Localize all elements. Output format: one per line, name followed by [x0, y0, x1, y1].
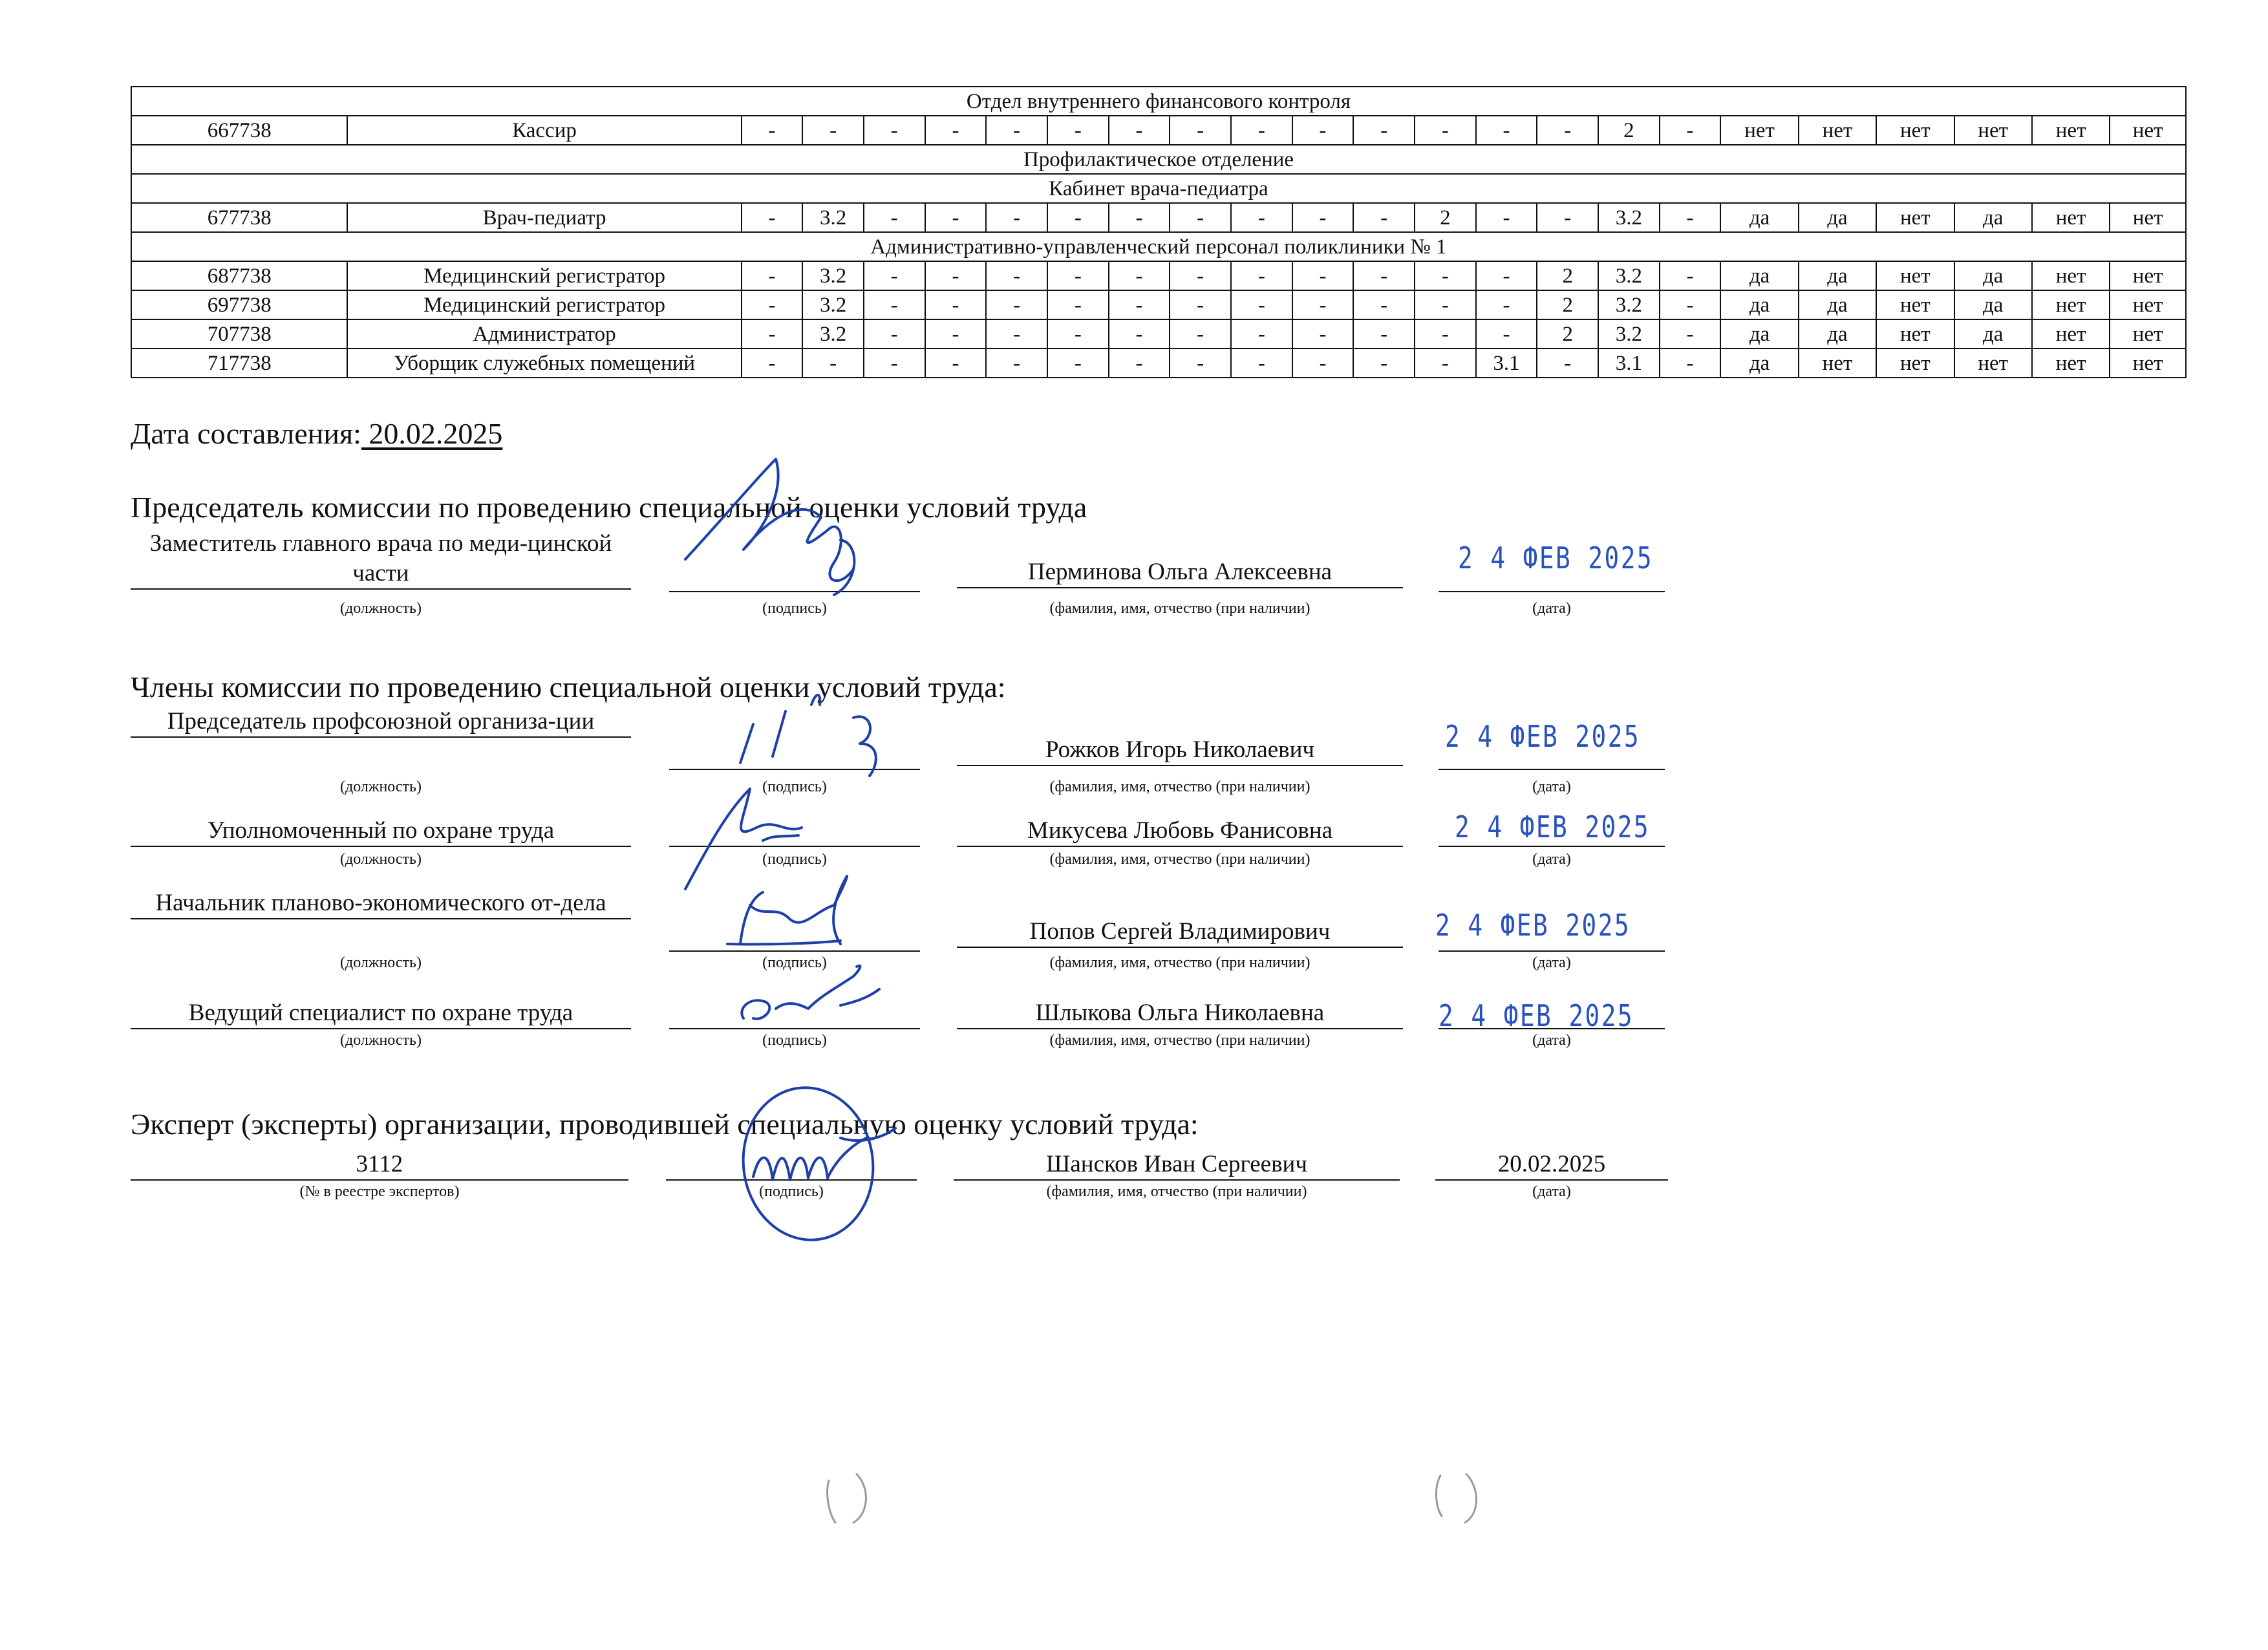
table-cell: -: [1292, 319, 1354, 348]
member-3-position-caption: (должность): [340, 954, 422, 971]
expert-registry-number: 3112: [131, 1150, 628, 1181]
table-cell: 2: [1537, 290, 1598, 319]
member-3-date-stamp: 2 4 ФЕВ 2025: [1435, 908, 1631, 943]
table-cell: нет: [2032, 319, 2110, 348]
table-cell: -: [1292, 116, 1354, 145]
workplace-id-cell: 707738: [131, 319, 347, 348]
table-cell: нет: [1876, 261, 1954, 290]
member-4-name-caption: (фамилия, имя, отчество (при наличии): [1049, 1032, 1311, 1049]
table-cell: нет: [1876, 319, 1954, 348]
table-cell: -: [1292, 348, 1354, 378]
table-cell: -: [1231, 319, 1292, 348]
expert-date: 20.02.2025: [1435, 1150, 1668, 1181]
job-title-cell: Уборщик служебных помещений: [347, 348, 741, 378]
table-cell: -: [1231, 290, 1292, 319]
member-1-signature-caption: (подпись): [762, 778, 827, 795]
table-cell: нет: [1799, 348, 1876, 378]
chair-signature-caption: (подпись): [762, 600, 827, 617]
section-title: Профилактическое отделение: [131, 145, 2186, 174]
table-cell: нет: [2032, 203, 2110, 232]
table-cell: да: [1720, 290, 1798, 319]
table-cell: -: [1047, 116, 1109, 145]
job-title-cell: Администратор: [347, 319, 741, 348]
table-cell: -: [1170, 261, 1231, 290]
compile-date-label: Дата составления:: [131, 417, 361, 450]
member-4-date-stamp: 2 4 ФЕВ 2025: [1439, 998, 1634, 1033]
table-cell: нет: [1876, 348, 1954, 378]
table-cell: -: [925, 261, 987, 290]
job-title-cell: Врач-педиатр: [347, 203, 741, 232]
table-cell: -: [1476, 116, 1537, 145]
table-cell: -: [742, 348, 803, 378]
table-cell: -: [864, 116, 925, 145]
table-cell: -: [864, 290, 925, 319]
table-cell: -: [1292, 290, 1354, 319]
section-title: Административно-управленческий персонал поликлиники № 1: [131, 232, 2186, 261]
chair-position: Заместитель главного врача по меди-цинской части: [131, 529, 631, 590]
table-cell: -: [1292, 203, 1354, 232]
table-cell: 3.2: [1598, 261, 1660, 290]
job-title-cell: Медицинский регистратор: [347, 290, 741, 319]
table-cell: -: [1660, 116, 1721, 145]
workplace-id-cell: 717738: [131, 348, 347, 378]
table-cell: -: [1170, 319, 1231, 348]
table-cell: -: [1660, 203, 1721, 232]
member-2-signature-caption: (подпись): [762, 851, 827, 868]
table-cell: -: [742, 203, 803, 232]
table-cell: -: [1109, 261, 1170, 290]
members-heading: Члены комиссии по проведению специальной оценки условий труда:: [131, 670, 1006, 703]
table-cell: да: [1954, 261, 2032, 290]
table-cell: 2: [1598, 116, 1660, 145]
table-cell: -: [1660, 319, 1721, 348]
chair-date-caption: (дата): [1532, 600, 1571, 617]
table-cell: нет: [2032, 348, 2110, 378]
table-cell: -: [925, 319, 987, 348]
member-1-name: Рожков Игорь Николаевич: [957, 735, 1403, 766]
member-2-signature: [685, 789, 802, 889]
table-cell: -: [925, 116, 987, 145]
table-cell: нет: [2110, 348, 2186, 378]
table-cell: -: [925, 348, 987, 378]
expert-name-caption: (фамилия, имя, отчество (при наличии): [1046, 1183, 1307, 1200]
table-cell: 3.1: [1598, 348, 1660, 378]
job-title-cell: Кассир: [347, 116, 741, 145]
table-cell: -: [1292, 261, 1354, 290]
table-cell: нет: [1876, 290, 1954, 319]
member-2-position-caption: (должность): [340, 851, 422, 868]
expert-heading: Эксперт (эксперты) организации, проводившей специальную оценку условий труда:: [131, 1108, 1199, 1141]
table-cell: -: [1476, 203, 1537, 232]
member-4-date-caption: (дата): [1532, 1032, 1571, 1049]
chair-heading: Председатель комиссии по проведению специальной оценки условий труда: [131, 491, 1087, 524]
table-cell: нет: [1799, 116, 1876, 145]
table-cell: -: [1353, 348, 1415, 378]
table-cell: да: [1954, 203, 2032, 232]
member-3-position: Начальник планово-экономического от-дела: [131, 888, 631, 919]
member-3-name: Попов Сергей Владимирович: [957, 917, 1403, 948]
member-2-date-stamp: 2 4 ФЕВ 2025: [1455, 809, 1651, 844]
member-1-position-caption: (должность): [340, 778, 422, 795]
table-cell: 2: [1415, 203, 1476, 232]
table-cell: -: [1047, 203, 1109, 232]
table-cell: нет: [1876, 116, 1954, 145]
table-cell: -: [1047, 319, 1109, 348]
table-cell: 2: [1537, 319, 1598, 348]
table-cell: нет: [1720, 116, 1798, 145]
table-cell: да: [1954, 319, 2032, 348]
workplace-id-cell: 667738: [131, 116, 347, 145]
table-cell: нет: [2110, 290, 2186, 319]
table-cell: да: [1720, 319, 1798, 348]
member-1-date-caption: (дата): [1532, 778, 1571, 795]
table-cell: нет: [2110, 116, 2186, 145]
table-cell: -: [1415, 261, 1476, 290]
table-cell: 3.2: [802, 203, 864, 232]
chair-date-stamp: 2 4 ФЕВ 2025: [1458, 541, 1654, 575]
table-cell: да: [1720, 261, 1798, 290]
table-cell: -: [864, 319, 925, 348]
table-cell: да: [1799, 319, 1876, 348]
table-cell: -: [986, 261, 1047, 290]
member-1-name-caption: (фамилия, имя, отчество (при наличии): [1049, 778, 1311, 795]
member-4-position-caption: (должность): [340, 1032, 422, 1049]
table-cell: 3.2: [802, 319, 864, 348]
expert-name: Шансков Иван Сергеевич: [954, 1150, 1400, 1181]
member-4-name: Шлыкова Ольга Николаевна: [957, 998, 1403, 1029]
table-cell: -: [986, 348, 1047, 378]
member-3-name-caption: (фамилия, имя, отчество (при наличии): [1049, 954, 1311, 971]
table-cell: -: [1231, 203, 1292, 232]
table-cell: да: [1799, 261, 1876, 290]
member-3-signature: [727, 876, 847, 945]
table-cell: нет: [1876, 203, 1954, 232]
table-cell: да: [1799, 203, 1876, 232]
member-2-name-caption: (фамилия, имя, отчество (при наличии): [1049, 851, 1311, 868]
table-cell: -: [925, 290, 987, 319]
expert-registry-caption: (№ в реестре экспертов): [299, 1183, 460, 1200]
member-4-position: Ведущий специалист по охране труда: [131, 998, 631, 1029]
table-cell: -: [1047, 290, 1109, 319]
table-cell: нет: [2110, 319, 2186, 348]
table-cell: -: [742, 290, 803, 319]
table-cell: -: [1109, 290, 1170, 319]
punch-hole-right: [1436, 1474, 1476, 1523]
table-cell: -: [1353, 261, 1415, 290]
chair-name: Перминова Ольга Алексеевна: [957, 557, 1403, 588]
table-cell: нет: [1954, 116, 2032, 145]
table-cell: да: [1799, 290, 1876, 319]
table-cell: 2: [1537, 261, 1598, 290]
table-cell: да: [1954, 290, 2032, 319]
table-cell: 3.2: [802, 290, 864, 319]
section-title: Отдел внутреннего финансового контроля: [131, 87, 2186, 116]
table-cell: -: [1353, 290, 1415, 319]
table-cell: -: [864, 261, 925, 290]
table-cell: -: [1109, 203, 1170, 232]
table-cell: -: [1047, 261, 1109, 290]
table-cell: -: [1170, 290, 1231, 319]
table-cell: -: [742, 116, 803, 145]
table-cell: -: [742, 319, 803, 348]
chair-name-caption: (фамилия, имя, отчество (при наличии): [1049, 600, 1311, 617]
expert-seal: [734, 1079, 883, 1248]
member-1-position: Председатель профсоюзной организа-ции: [131, 707, 631, 738]
member-2-date-caption: (дата): [1532, 851, 1571, 868]
table-cell: -: [1170, 348, 1231, 378]
table-cell: -: [1170, 116, 1231, 145]
table-cell: -: [1231, 348, 1292, 378]
table-cell: -: [1170, 203, 1231, 232]
table-cell: -: [986, 116, 1047, 145]
table-cell: 3.2: [1598, 203, 1660, 232]
table-cell: нет: [2110, 203, 2186, 232]
section-title: Кабинет врача-педиатра: [131, 174, 2186, 203]
table-cell: -: [1415, 116, 1476, 145]
table-cell: -: [925, 203, 987, 232]
table-cell: нет: [2110, 261, 2186, 290]
member-1-date-stamp: 2 4 ФЕВ 2025: [1445, 719, 1641, 754]
table-cell: -: [802, 116, 864, 145]
table-cell: нет: [1954, 348, 2032, 378]
table-cell: -: [986, 203, 1047, 232]
table-cell: -: [1353, 116, 1415, 145]
table-cell: -: [1109, 348, 1170, 378]
table-cell: 3.2: [1598, 290, 1660, 319]
workplace-id-cell: 687738: [131, 261, 347, 290]
table-cell: -: [1537, 116, 1598, 145]
table-cell: -: [864, 348, 925, 378]
table-cell: -: [1415, 290, 1476, 319]
table-cell: -: [1476, 261, 1537, 290]
job-title-cell: Медицинский регистратор: [347, 261, 741, 290]
table-cell: -: [1415, 348, 1476, 378]
table-cell: -: [1109, 319, 1170, 348]
table-cell: да: [1720, 348, 1798, 378]
table-cell: -: [1537, 348, 1598, 378]
table-cell: -: [1660, 348, 1721, 378]
table-cell: нет: [2032, 261, 2110, 290]
table-cell: -: [864, 203, 925, 232]
table-cell: -: [1231, 261, 1292, 290]
table-cell: -: [742, 261, 803, 290]
table-cell: -: [1476, 290, 1537, 319]
table-cell: -: [1353, 319, 1415, 348]
table-cell: -: [1415, 319, 1476, 348]
member-4-signature: [742, 966, 879, 1019]
table-cell: -: [1353, 203, 1415, 232]
table-cell: -: [986, 290, 1047, 319]
table-cell: -: [1537, 203, 1598, 232]
chair-signature: [685, 459, 854, 595]
member-4-signature-caption: (подпись): [762, 1032, 827, 1049]
expert-signature-caption: (подпись): [759, 1183, 824, 1200]
table-cell: 3.2: [802, 261, 864, 290]
table-cell: -: [1660, 261, 1721, 290]
member-3-date-caption: (дата): [1532, 954, 1571, 971]
table-cell: да: [1720, 203, 1798, 232]
member-1-signature: [740, 695, 876, 776]
table-cell: 3.1: [1476, 348, 1537, 378]
punch-hole-left: [828, 1474, 866, 1523]
table-cell: -: [986, 319, 1047, 348]
table-cell: нет: [2032, 116, 2110, 145]
workplace-id-cell: 697738: [131, 290, 347, 319]
table-cell: -: [1476, 319, 1537, 348]
table-cell: -: [1109, 116, 1170, 145]
member-2-position: Уполномоченный по охране труда: [131, 816, 631, 847]
table-cell: нет: [2032, 290, 2110, 319]
expert-date-caption: (дата): [1532, 1183, 1571, 1200]
chair-position-caption: (должность): [340, 600, 422, 617]
table-cell: -: [802, 348, 864, 378]
workplace-id-cell: 677738: [131, 203, 347, 232]
member-3-signature-caption: (подпись): [762, 954, 827, 971]
table-cell: 3.2: [1598, 319, 1660, 348]
table-cell: -: [1660, 290, 1721, 319]
member-2-name: Микусева Любовь Фанисовна: [957, 816, 1403, 847]
table-cell: -: [1047, 348, 1109, 378]
table-cell: -: [1231, 116, 1292, 145]
compile-date-value: 20.02.2025: [361, 417, 503, 450]
